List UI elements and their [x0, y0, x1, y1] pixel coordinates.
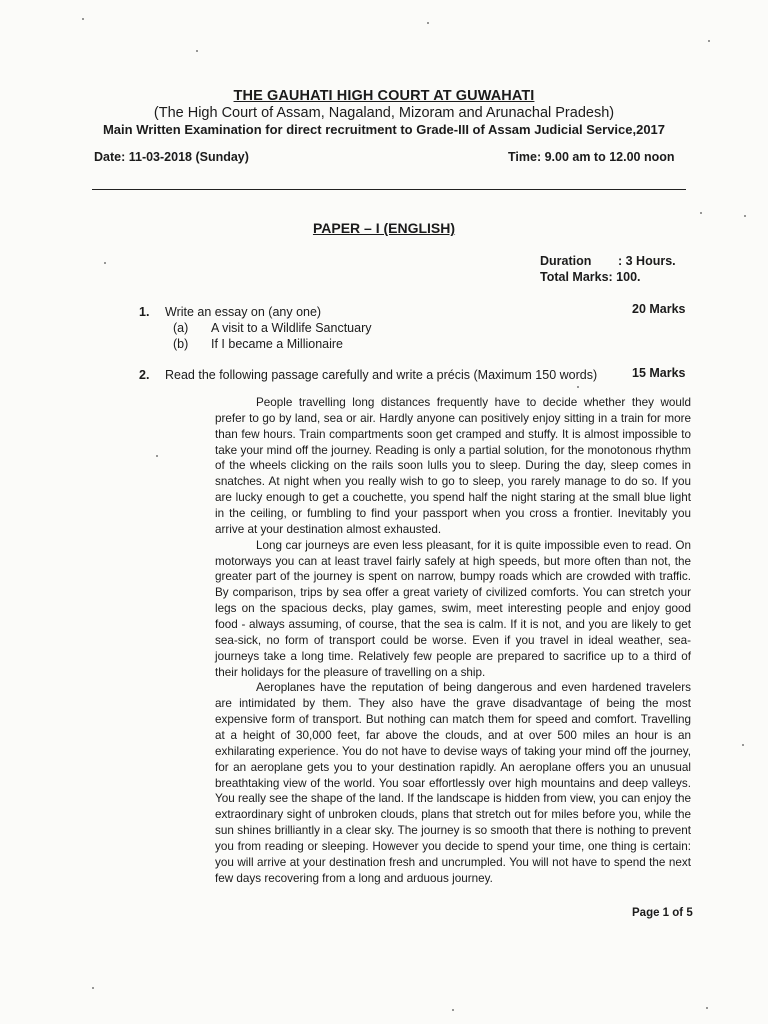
q1-marks: 20 Marks: [632, 302, 686, 316]
q1-number: 1.: [139, 305, 150, 319]
court-title: THE GAUHATI HIGH COURT AT GUWAHATI: [233, 88, 535, 104]
q1-option-text: If I became a Millionaire: [211, 337, 344, 351]
scan-speck: [700, 212, 702, 214]
paper-title: PAPER – I (ENGLISH): [312, 220, 456, 236]
scan-speck: [708, 40, 710, 42]
total-marks: Total Marks: 100.: [540, 270, 641, 284]
passage-paragraph: Long car journeys are even less pleasant, for it is quite impossible even to read. On motorways you can at least travel fairly safely at high speeds, but more often than not, the greater part of the journey is spent on narrow, bumpy roads which are crowded with traffic. By comparison, trips by sea offer a great variety of civilized comforts. You can stretch your legs on the spacious decks, play games, swim, meet interesting people and enjoy good food - always assuming, of course, that the sea is calm. If it is not, and you are likely to get sea-sick, no form of transport could be worse. Even if you travel in ideal weather, sea-journeys take a long time. Relatively few people are prepared to sacrifice up to a third of their holidays for the pleasure of travelling on a ship.: [215, 538, 691, 679]
duration-value: : 3 Hours.: [618, 254, 676, 268]
scan-speck: [706, 1007, 708, 1009]
exam-date: Date: 11-03-2018 (Sunday): [94, 150, 249, 164]
court-subtitle: (The High Court of Assam, Nagaland, Mizoram and Arunachal Pradesh): [153, 105, 615, 121]
scan-speck: [92, 987, 94, 989]
q2-marks: 15 Marks: [632, 366, 686, 380]
q1-option-label: (b): [173, 337, 189, 351]
scan-speck: [452, 1009, 454, 1011]
passage-paragraph: Aeroplanes have the reputation of being dangerous and even hardened travelers are intimidated by them. They also have the grave disadvantage of being the most expensive form of transport. But nothing can match them for speed and comfort. Travelling at a height of 30,000 feet, far above the clouds, and at over 500 miles an hour is an exhilarating experience. You do not have to devise ways of taking your mind off the journey, for an aeroplane gets you to your destination rapidly. An aeroplane offers you an unusual breathtaking view of the world. You soar effortlessly over high mountains and deep valleys. You really see the shape of the land. If the landscape is hidden from view, you can enjoy the extraordinary sight of unbroken clouds, plans that stretch out for miles before you, while the sun shines brilliantly in a clear sky. The journey is so smooth that there is nothing to prevent you from reading or sleeping. However you decide to spend your time, one thing is certain: you will arrive at your destination fresh and uncrumpled. You will not have to spend the next few days recovering from a long and arduous journey.: [215, 681, 691, 885]
scan-speck: [156, 455, 158, 457]
scan-speck: [427, 22, 429, 24]
duration-label: Duration: [540, 254, 592, 268]
exam-title: Main Written Examination for direct recruitment to Grade-III of Assam Judicial Service,2017: [102, 122, 666, 137]
q1-option-label: (a): [173, 321, 189, 335]
scan-speck: [82, 18, 84, 20]
precis-passage: [215, 395, 691, 887]
passage-paragraph: People travelling long distances frequently have to decide whether they would prefer to go by land, sea or air. Hardly anyone can positively enjoy sitting in a train for more than few hours. Train compartments soon get cramped and stuffy. It is almost impossible to take your mind off the journey. Reading is only a partial solution, for the monotonous rhythm of the wheels clicking on the rails soon lulls you to sleep. During the day, sleep comes in snatches. At night when you really wish to go to sleep, you rarely manage to do so. If you are lucky enough to get a couchette, you spend half the night staring at the small blue light in the ceiling, or fumbling to find your passport when you cross a frontier. Inevitably you arrive at your destination almost exhausted.: [215, 396, 691, 536]
q2-number: 2.: [139, 368, 150, 382]
scan-speck: [104, 262, 106, 264]
header-divider: [92, 189, 686, 190]
scan-speck: [196, 50, 198, 52]
q2-text: Read the following passage carefully and write a précis (Maximum 150 words): [165, 368, 598, 382]
scan-speck: [577, 386, 579, 388]
q1-option-text: A visit to a Wildlife Sanctuary: [211, 321, 372, 335]
scan-speck: [744, 215, 746, 217]
q1-text: Write an essay on (any one): [165, 305, 322, 319]
scan-speck: [742, 744, 744, 746]
page-number: Page 1 of 5: [632, 907, 693, 919]
exam-time: Time: 9.00 am to 12.00 noon: [508, 150, 675, 164]
